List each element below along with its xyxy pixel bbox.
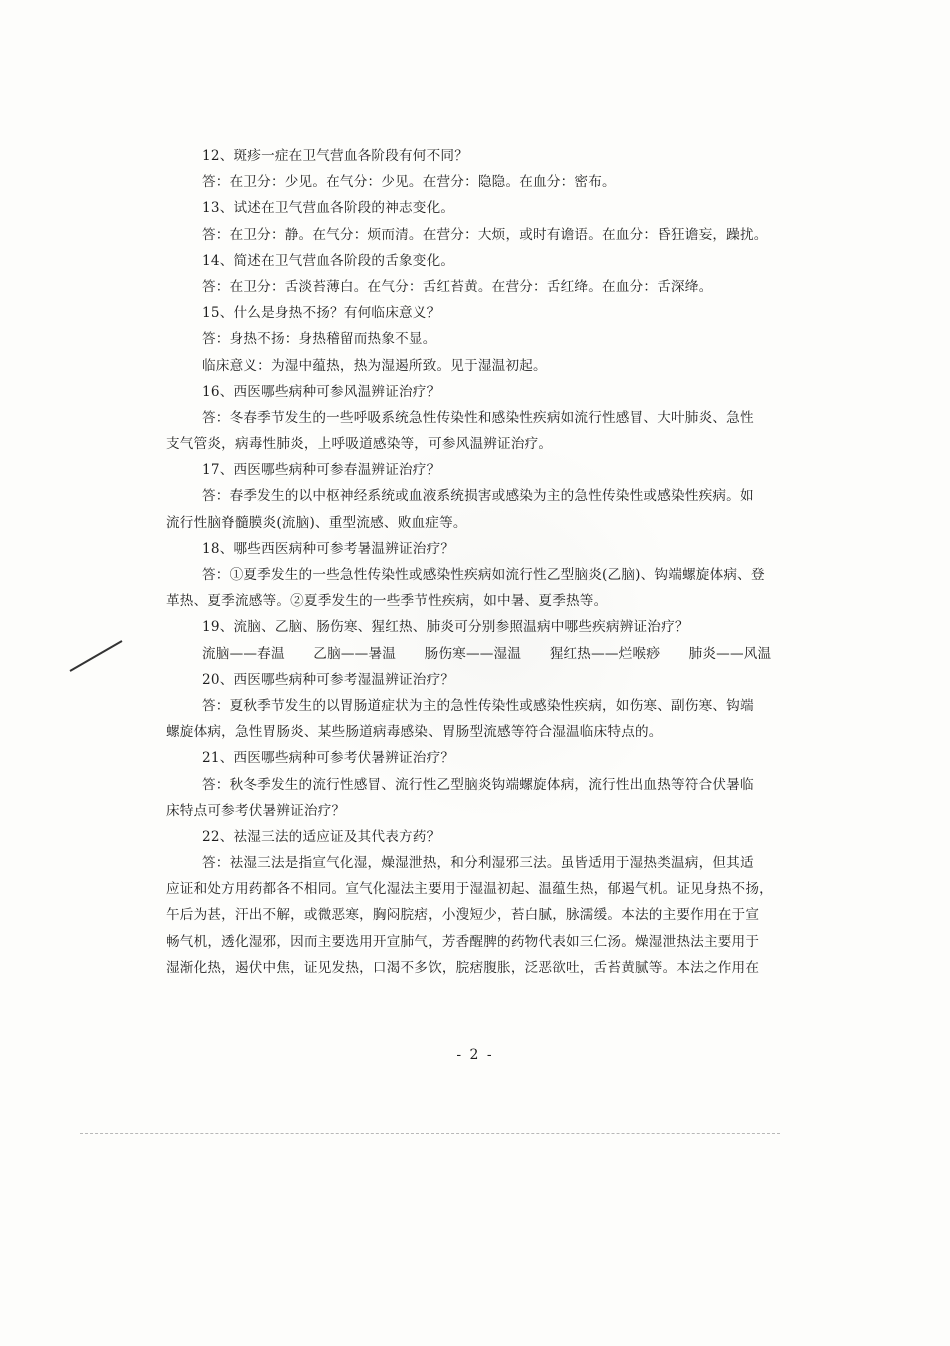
text-line: 14、简述在卫气营血各阶段的舌象变化。 [202, 252, 455, 269]
text-line: 18、哪些西医病种可参考暑温辨证治疗？ [202, 540, 455, 557]
text-line: 20、西医哪些病种可参考湿温辨证治疗？ [202, 671, 455, 688]
text-line: 15、什么是身热不扬？有何临床意义？ [202, 305, 441, 322]
text-line: 畅气机，透化湿邪，因而主要选用开宣肺气，芳香醒脾的药物代表如三仁汤。燥湿泄热法主要用于 [166, 933, 760, 950]
text-line: 答：身热不扬：身热稽留而热象不显。 [202, 331, 437, 348]
mapping-item: 肠伤寒——湿温 [424, 645, 522, 662]
text-line: 革热、夏季流感等。②夏季发生的一些季节性疾病，如中暑、夏季热等。 [166, 593, 608, 610]
mapping-item: 肺炎——风温 [688, 645, 772, 662]
text-block-after [166, 667, 784, 981]
text-line: 螺旋体病，急性胃肠炎、某些肠道病毒感染、胃肠型流感等符合湿温临床特点的。 [166, 724, 663, 741]
text-line: 流行性脑脊髓膜炎(流脑)、重型流感、败血症等。 [166, 514, 467, 531]
text-line: 临床意义：为湿中蕴热，热为湿遏所致。见于湿温初起。 [202, 357, 547, 374]
text-line: 应证和处方用药都各不相同。宣气化湿法主要用于湿温初起、温蕴生热，郁遏气机。证见身热不扬， [166, 881, 773, 898]
text-line: 12、斑疹一症在卫气营血各阶段有何不同？ [202, 148, 468, 164]
page-body [166, 143, 784, 981]
text-line: 午后为甚，汗出不解，或微恶寒，胸闷脘痞，小溲短少，苔白腻，脉濡缓。本法的主要作用在于宣 [166, 907, 760, 924]
text-line: 答：①夏季发生的一些急性传染性或感染性疾病如流行性乙型脑炎(乙脑)、钩端螺旋体病、登 [202, 567, 765, 583]
disease-mapping-row [166, 641, 784, 667]
scan-artifact-line [80, 1133, 780, 1134]
text-line: 13、试述在卫气营血各阶段的神志变化。 [202, 200, 455, 217]
mapping-item: 猩红热——烂喉痧 [549, 645, 661, 662]
text-line: 答：夏秋季节发生的以胃肠道症状为主的急性传染性或感染性疾病，如伤寒、副伤寒、钩端 [202, 697, 754, 714]
text-line: 19、流脑、乙脑、肠伤寒、猩红热、肺炎可分别参照温病中哪些疾病辨证治疗？ [202, 619, 689, 636]
mapping-item: 乙脑——暑温 [313, 645, 397, 662]
pen-mark [70, 640, 123, 672]
text-line: 16、西医哪些病种可参风温辨证治疗？ [202, 383, 441, 400]
mapping-item: 流脑——春温 [202, 645, 285, 662]
text-line: 答：秋冬季发生的流行性感冒、流行性乙型脑炎钩端螺旋体病，流行性出血热等符合伏暑临 [202, 776, 754, 793]
text-line: 答：祛湿三法是指宣气化湿，燥湿泄热，和分利湿邪三法。虽皆适用于湿热类温病，但其适 [202, 855, 754, 872]
text-line: 21、西医哪些病种可参考伏暑辨证治疗？ [202, 750, 455, 767]
text-line: 答：冬春季节发生的一些呼吸系统急性传染性和感染性疾病如流行性感冒、大叶肺炎、急性 [202, 409, 754, 426]
text-line: 床特点可参考伏暑辨证治疗？ [166, 802, 346, 819]
text-block-main [166, 143, 784, 641]
text-line: 支气管炎，病毒性肺炎，上呼吸道感染等，可参风温辨证治疗。 [166, 436, 553, 453]
text-line: 答：在卫分：舌淡苔薄白。在气分：舌红苔黄。在营分：舌红绛。在血分：舌深绛。 [202, 278, 713, 295]
text-line: 湿渐化热，遏伏中焦，证见发热，口渴不多饮，脘痞腹胀，泛恶欲吐，舌苔黄腻等。本法之作用在 [166, 959, 760, 976]
text-line: 答：春季发生的以中枢神经系统或血液系统损害或感染为主的急性传染性或感染性疾病。如 [202, 488, 754, 505]
text-line: 答：在卫分：静。在气分：烦而清。在营分：大烦，或时有谵语。在血分：昏狂谵妄，躁扰。 [202, 226, 768, 243]
page-number: - 2 - [456, 1047, 494, 1063]
text-line: 17、西医哪些病种可参春温辨证治疗？ [202, 462, 441, 479]
text-line: 22、祛湿三法的适应证及其代表方药？ [202, 828, 441, 845]
text-line: 答：在卫分：少见。在气分：少见。在营分：隐隐。在血分：密布。 [202, 174, 616, 191]
